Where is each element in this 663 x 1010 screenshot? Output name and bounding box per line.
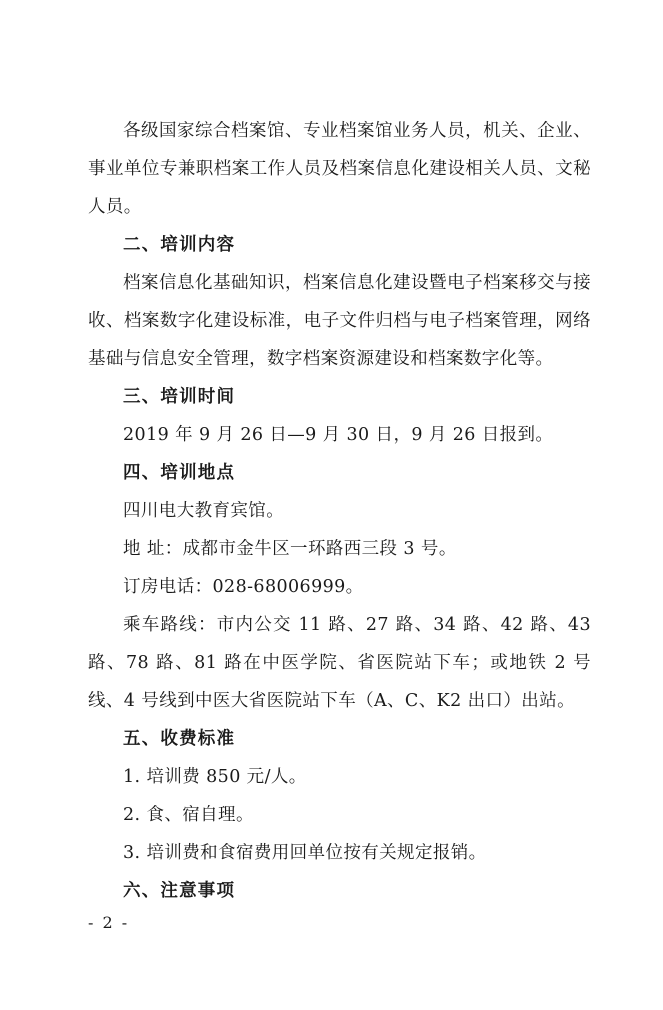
paragraph-training-content: 档案信息化基础知识，档案信息化建设暨电子档案移交与接收、档案数字化建设标准，电子文件归档与电子档案管理，网络基础与信息安全管理，数字档案资源建设和档案数字化等。 xyxy=(88,273,591,369)
paragraph-transport-route: 乘车路线：市内公交 11 路、27 路、34 路、42 路、43 路、78 路、81 路在中医学院、省医院站下车；或地铁 2 号线、4 号线到中医大省医院站下车（A、C、K2 出口）出站。 xyxy=(88,615,597,711)
heading-training-location: 四、培训地点 xyxy=(123,463,236,483)
paragraph-fee-item-2: 2. 食、宿自理。 xyxy=(123,805,254,825)
paragraph-booking-phone: 订房电话：028-68006999。 xyxy=(123,577,364,597)
heading-fee-standard: 五、收费标准 xyxy=(123,729,236,749)
paragraph-venue-name: 四川电大教育宾馆。 xyxy=(123,501,285,521)
paragraph-fee-item-1: 1. 培训费 850 元/人。 xyxy=(123,767,307,787)
paragraph-fee-item-3: 3. 培训费和食宿费用回单位按有关规定报销。 xyxy=(123,843,487,863)
paragraph-venue-address: 地 址：成都市金牛区一环路西三段 3 号。 xyxy=(123,539,457,559)
page-number: - 2 - xyxy=(88,913,130,932)
paragraph-training-time: 2019 年 9 月 26 日—9 月 30 日，9 月 26 日报到。 xyxy=(123,425,554,445)
heading-training-content: 二、培训内容 xyxy=(123,235,236,255)
heading-training-time: 三、培训时间 xyxy=(123,387,236,407)
paragraph-audience: 各级国家综合档案馆、专业档案馆业务人员，机关、企业、事业单位专兼职档案工作人员及档案信息化建设相关人员、文秘人员。 xyxy=(88,121,591,217)
heading-notes: 六、注意事项 xyxy=(123,881,236,901)
